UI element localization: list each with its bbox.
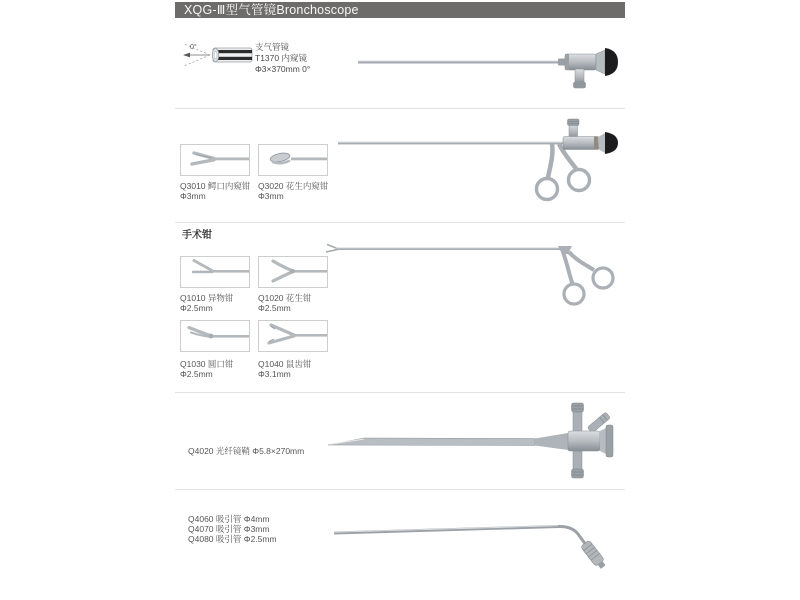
bronchoscope-model: T1370 内窥镜 <box>255 53 307 63</box>
product-name: 异物钳 <box>207 293 234 303</box>
section-divider <box>175 392 625 393</box>
product-name: 吸引管 <box>215 514 242 524</box>
surgical-forceps-heading: 手术钳 <box>182 230 212 241</box>
sheath-illustration <box>320 398 630 483</box>
scope-tip-diagram <box>180 40 255 72</box>
product-spec: Φ2.5mm <box>180 303 213 313</box>
product-spec: Φ2.5mm <box>258 303 291 313</box>
page-title-bar <box>175 2 625 18</box>
page-title: XQG-Ⅲ型气管镜Bronchoscope <box>184 3 359 17</box>
bronchoscope-spec: Φ3×370mm 0° <box>255 64 311 74</box>
product-spec: Φ2.5mm <box>243 534 277 544</box>
section-divider <box>175 108 625 109</box>
product-label <box>258 359 311 379</box>
alligator-jaw-image <box>181 145 249 175</box>
product-spec: Φ2.5mm <box>180 369 213 379</box>
product-label <box>180 181 250 201</box>
product-spec: Φ3mm <box>243 524 270 534</box>
product-spec: Φ4mm <box>243 514 270 524</box>
product-name: 光纤镜鞘 <box>215 446 250 456</box>
product-name: 鳄口内窥钳 <box>207 181 251 191</box>
angle-label: 0° <box>190 44 197 51</box>
product-code: Q1040 <box>258 359 284 369</box>
product-name: 吸引管 <box>215 534 242 544</box>
product-name: 吸引管 <box>215 524 242 534</box>
product-code: Q1010 <box>180 293 206 303</box>
product-code: Q1030 <box>180 359 206 369</box>
forceps-tip-thumbnail <box>180 320 250 352</box>
forceps-tip-thumbnail <box>180 144 250 176</box>
product-label <box>258 181 328 201</box>
bronchoscope-description <box>255 42 310 75</box>
product-name: 圆口钳 <box>207 359 234 369</box>
product-code: Q4080 <box>188 534 214 544</box>
product-label <box>258 293 311 313</box>
suction-tube-illustration <box>320 508 630 580</box>
product-spec: Φ5.8×270mm <box>252 446 305 456</box>
product-code: Q3020 <box>258 181 284 191</box>
product-code: Q3010 <box>180 181 206 191</box>
product-spec: Φ3mm <box>258 191 284 201</box>
product-name: 鼠齿钳 <box>285 359 312 369</box>
product-code: Q4020 <box>188 446 214 456</box>
section-divider <box>175 222 625 223</box>
product-name: 花生钳 <box>285 293 312 303</box>
product-label <box>188 446 304 456</box>
product-name: 花生内窥钳 <box>285 181 329 191</box>
peanut-open-jaw-image <box>259 257 327 287</box>
product-code: Q1020 <box>258 293 284 303</box>
product-label <box>180 359 233 379</box>
peanut-jaw-image <box>259 145 327 175</box>
product-spec: Φ3.1mm <box>258 369 291 379</box>
forceps-tip-thumbnail <box>180 256 250 288</box>
rat-tooth-jaw-image <box>259 321 327 351</box>
forceps-tip-thumbnail <box>258 256 328 288</box>
bronchoscope-illustration <box>352 44 620 96</box>
optical-forceps-illustration <box>333 112 625 205</box>
foreign-body-jaw-image <box>181 257 249 287</box>
product-code: Q4070 <box>188 524 214 534</box>
product-code: Q4060 <box>188 514 214 524</box>
product-label <box>188 514 277 544</box>
section-divider <box>175 489 625 490</box>
product-spec: Φ3mm <box>180 191 206 201</box>
forceps-tip-thumbnail <box>258 144 328 176</box>
forceps-tip-thumbnail <box>258 320 328 352</box>
bronchoscope-name: 支气管镜 <box>255 42 290 52</box>
product-label <box>180 293 233 313</box>
grasping-forceps-illustration <box>322 240 627 312</box>
round-mouth-jaw-image <box>181 321 249 351</box>
